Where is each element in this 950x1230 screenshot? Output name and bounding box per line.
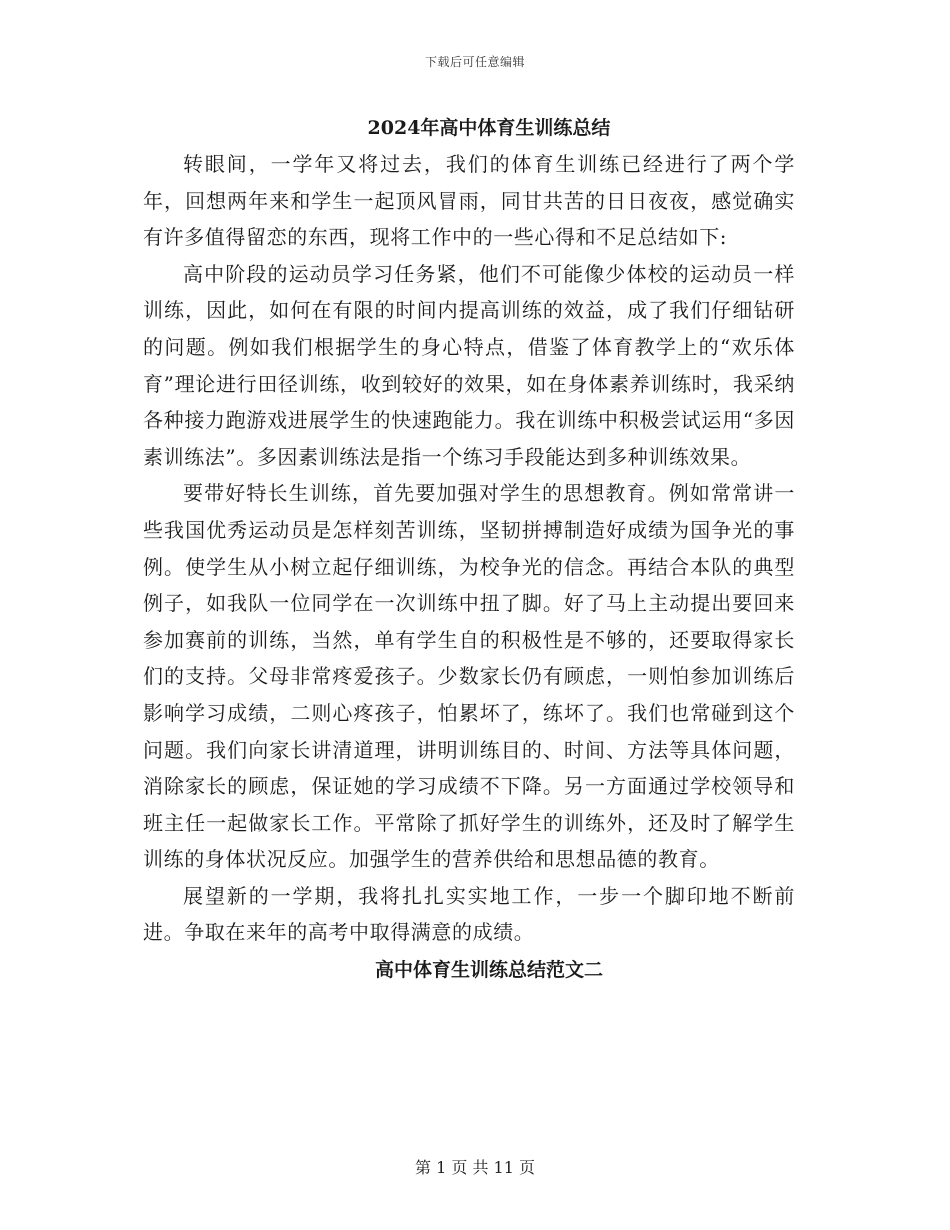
document-title: 2024年高中体育生训练总结 [367, 117, 611, 139]
paragraph-outlook: 展望新的一学期，我将扎扎实实地工作，一步一个脚印地不断前进。争取在来年的高考中取得满意的成绩。 [143, 883, 795, 945]
page-number: 第 1 页 共 11 页 [415, 1158, 535, 1177]
document-body [143, 112, 795, 989]
paragraph-training-method: 高中阶段的运动员学习任务紧，他们不可能像少体校的运动员一样训练，因此，如何在有限的时间内提高训练的效益，成了我们仔细钻研的问题。例如我们根据学生的身心特点，借鉴了体育教学上的“欢乐体育”理论进行田径训练，收到较好的效果，如在身体素养训练时，我采纳各种接力跑游戏进展学生的快速跑能力。我在训练中积极尝试运用“多因素训练法”。多因素训练法是指一个练习手段能达到多种训练效果。 [143, 261, 795, 469]
document-subtitle: 高中体育生训练总结范文二 [374, 959, 603, 982]
paragraph-intro: 转眼间，一学年又将过去，我们的体育生训练已经进行了两个学年，回想两年来和学生一起顶风冒雨，同甘共苦的日日夜夜，感觉确实有许多值得留恋的东西，现将工作中的一些心得和不足总结如下: [143, 152, 795, 250]
page-header-note: 下载后可任意编辑 [424, 55, 525, 69]
paragraph-ideological-education: 要带好特长生训练，首先要加强对学生的思想教育。例如常常讲一些我国优秀运动员是怎样刻苦训练，坚韧拼搏制造好成绩为国争光的事例。使学生从小树立起仔细训练，为校争光的信念。再结合本队的典型例子，如我队一位同学在一次训练中扭了脚。好了马上主动提出要回来参加赛前的训练，当然，单有学生自的积极性是不够的，还要取得家长们的支持。父母非常疼爱孩子。少数家长仍有顾虑，一则怕参加训练后影响学习成绩，二则心疼孩子，怕累坏了，练坏了。我们也常碰到这个问题。我们向家长讲清道理，讲明训练目的、时间、方法等具体问题，消除家长的顾虑，保证她的学习成绩不下降。另一方面通过学校领导和班主任一起做家长工作。平常除了抓好学生的训练外，还及时了解学生训练的身体状况反应。加强学生的营养供给和思想品德的教育。 [143, 481, 795, 872]
